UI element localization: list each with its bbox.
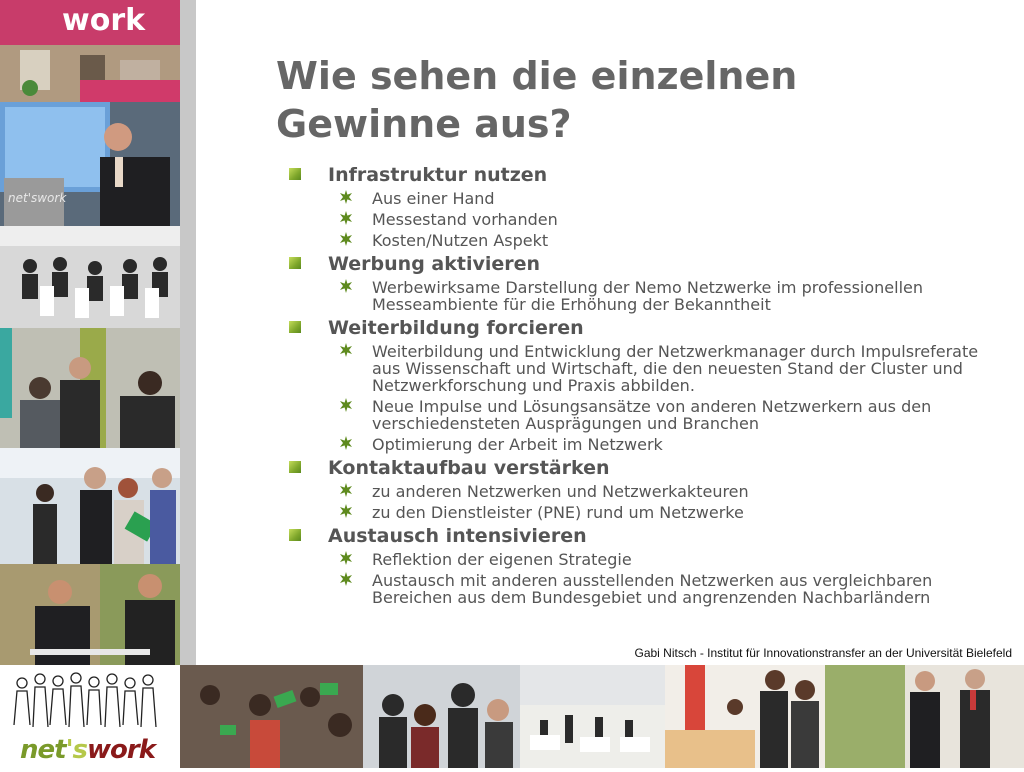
photo-exhibition-floor (520, 665, 665, 768)
bullet-content (288, 162, 1008, 608)
section-austausch (288, 523, 1008, 608)
photo-audience (0, 226, 180, 328)
section-heading (288, 315, 1008, 341)
list-item (288, 277, 1008, 315)
photo-conference-crowd (363, 665, 520, 768)
section-heading-text: Werbung aktivieren (328, 253, 541, 275)
list-item-text: Optimierung der Arbeit im Netzwerk (372, 435, 663, 454)
list-item (288, 209, 1008, 230)
section-heading (288, 162, 1008, 188)
photo-booth-visitors (0, 328, 180, 448)
list-item-text: Kosten/Nutzen Aspekt (372, 231, 549, 250)
list-item (288, 570, 1008, 608)
section-kontaktaufbau (288, 455, 1008, 523)
star-bullet-icon (339, 190, 353, 204)
star-bullet-icon (339, 232, 353, 246)
list-item-text: Neue Impulse und Lösungsansätze von anderen Netzwerkern aus den verschiedensteten Ausprägungen und Branchen (372, 397, 932, 433)
list-item (288, 230, 1008, 251)
list-item (288, 396, 1008, 434)
section-werbung (288, 251, 1008, 315)
logo-wordmark (20, 735, 155, 765)
divider-bar (180, 0, 196, 665)
list-item-text: Austausch mit anderen ausstellenden Netzwerken aus vergleichbaren Bereichen aus dem Bundesgebiet und angrenzenden Nachbarländern (372, 571, 933, 607)
list-item-text: Messestand vorhanden (372, 210, 558, 229)
star-bullet-icon (339, 572, 353, 586)
section-heading-text: Austausch intensivieren (328, 525, 587, 547)
footer-credit: Gabi Nitsch - Institut für Innovationstransfer an der Universität Bielefeld (634, 646, 1012, 660)
photo-speaker-podium (0, 102, 180, 226)
list-item (288, 434, 1008, 455)
left-photo-strip (0, 0, 180, 665)
list-item (288, 502, 1008, 523)
star-bullet-icon (339, 279, 353, 293)
photo-exhibition-hall (0, 0, 180, 102)
section-heading-text: Weiterbildung forcieren (328, 317, 584, 339)
star-bullet-icon (339, 343, 353, 357)
list-item (288, 549, 1008, 570)
section-heading-text: Kontaktaufbau verstärken (328, 457, 610, 479)
list-item-text: Aus einer Hand (372, 189, 495, 208)
slide-title: Wie sehen die einzelnen Gewinne aus? (276, 54, 798, 146)
list-item-text: Weiterbildung und Entwicklung der Netzwerkmanager durch Impulsreferate aus Wissenschaft und Wirtschaft, die den neuesten Stand der Cluster und Netzwerkforschung und Praxis abbilden. (372, 342, 979, 395)
podium-logo-text: net'swork (8, 191, 67, 205)
photo-panel-discussion (0, 564, 180, 665)
star-bullet-icon (339, 398, 353, 412)
square-bullet-icon (289, 257, 301, 269)
list-item (288, 188, 1008, 209)
banner-text: work (62, 3, 146, 38)
section-infrastruktur (288, 162, 1008, 251)
bottom-photo-strip (180, 665, 1024, 768)
netswork-logo (0, 665, 180, 768)
section-heading (288, 523, 1008, 549)
star-bullet-icon (339, 551, 353, 565)
section-heading-text: Infrastruktur nutzen (328, 164, 548, 186)
section-heading (288, 455, 1008, 481)
list-item (288, 341, 1008, 396)
list-item (288, 481, 1008, 502)
logo-text-net: net (20, 735, 66, 765)
photo-booth-desk (665, 665, 825, 768)
square-bullet-icon (289, 529, 301, 541)
photo-voting-cards (180, 665, 363, 768)
list-item-text: Werbewirksame Darstellung der Nemo Netzwerke im professionellen Messeambiente für die Erhöhung der Bekanntheit (372, 278, 923, 314)
square-bullet-icon (289, 461, 301, 473)
star-bullet-icon (339, 483, 353, 497)
list-item-text: Reflektion der eigenen Strategie (372, 550, 632, 569)
section-weiterbildung (288, 315, 1008, 455)
list-item-text: zu den Dienstleister (PNE) rund um Netzwerke (372, 503, 744, 522)
photo-networking-group (0, 448, 180, 564)
section-heading (288, 251, 1008, 277)
list-item-text: zu anderen Netzwerken und Netzwerkakteuren (372, 482, 749, 501)
star-bullet-icon (339, 211, 353, 225)
star-bullet-icon (339, 504, 353, 518)
square-bullet-icon (289, 321, 301, 333)
photo-handshake (825, 665, 1024, 768)
logo-text-apostrophe: 's (65, 735, 88, 765)
star-bullet-icon (339, 436, 353, 450)
logo-text-work: work (87, 735, 156, 765)
square-bullet-icon (289, 168, 301, 180)
